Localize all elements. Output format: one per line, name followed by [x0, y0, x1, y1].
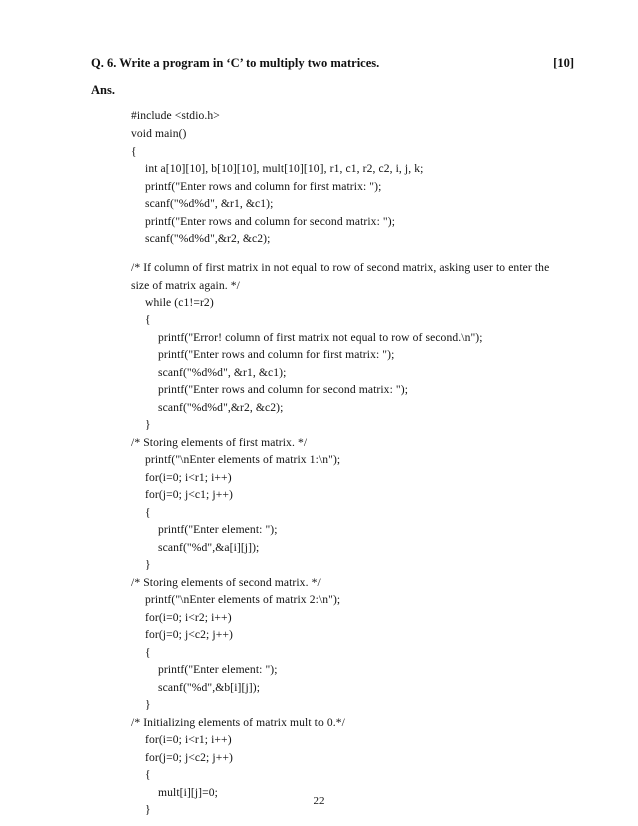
code-comment: /* Initializing elements of matrix mult to 0.*/	[131, 716, 345, 729]
code-line: printf("Enter rows and column for second matrix: ");	[158, 383, 409, 396]
code-line: scanf("%d",&b[i][j]);	[158, 681, 261, 694]
code-line: void main()	[131, 127, 187, 140]
code-line: #include <stdio.h>	[131, 109, 220, 122]
code-line: mult[i][j]=0;	[158, 786, 218, 799]
code-line: {	[131, 145, 137, 158]
code-line: }	[145, 558, 151, 571]
answer-label: Ans.	[91, 83, 115, 97]
code-line: printf("Error! column of first matrix not equal to row of second.\n");	[158, 331, 483, 344]
code-line: for(i=0; i<r2; i++)	[145, 611, 232, 624]
code-line: printf("Enter rows and column for first matrix: ");	[145, 180, 382, 193]
code-line: int a[10][10], b[10][10], mult[10][10], r1, c1, r2, c2, i, j, k;	[145, 162, 424, 175]
code-comment: /* Storing elements of second matrix. */	[131, 576, 321, 589]
question-text: Q. 6. Write a program in ‘C’ to multiply two matrices.	[91, 56, 380, 70]
code-line: {	[145, 313, 151, 326]
code-line: }	[145, 418, 151, 431]
code-line: printf("Enter rows and column for first matrix: ");	[158, 348, 395, 361]
code-line: }	[145, 803, 151, 816]
code-comment: size of matrix again. */	[131, 279, 240, 292]
code-line: {	[145, 768, 151, 781]
code-line: scanf("%d%d",&r2, &c2);	[145, 232, 271, 245]
code-line: for(j=0; j<c1; j++)	[145, 488, 233, 501]
code-comment: /* Storing elements of first matrix. */	[131, 436, 308, 449]
question-marks: [10]	[553, 56, 574, 70]
code-line: for(j=0; j<c2; j++)	[145, 628, 233, 641]
code-line: while (c1!=r2)	[145, 296, 214, 309]
code-line: printf("Enter element: ");	[158, 523, 278, 536]
code-line: printf("\nEnter elements of matrix 1:\n");	[145, 453, 341, 466]
code-line: {	[145, 506, 151, 519]
code-line: printf("\nEnter elements of matrix 2:\n");	[145, 593, 341, 606]
code-line: }	[145, 698, 151, 711]
code-line: for(i=0; i<r1; i++)	[145, 733, 232, 746]
code-line: for(i=0; i<r1; i++)	[145, 471, 232, 484]
code-line: {	[145, 646, 151, 659]
code-line: scanf("%d%d", &r1, &c1);	[145, 197, 274, 210]
code-comment: /* If column of first matrix in not equal to row of second matrix, asking user to enter the	[131, 261, 550, 274]
code-line: printf("Enter rows and column for second matrix: ");	[145, 215, 396, 228]
page-number: 22	[313, 795, 325, 807]
code-line: scanf("%d",&a[i][j]);	[158, 541, 260, 554]
code-line: scanf("%d%d", &r1, &c1);	[158, 366, 287, 379]
code-line: for(j=0; j<c2; j++)	[145, 751, 233, 764]
code-line: printf("Enter element: ");	[158, 663, 278, 676]
code-line: scanf("%d%d",&r2, &c2);	[158, 401, 284, 414]
